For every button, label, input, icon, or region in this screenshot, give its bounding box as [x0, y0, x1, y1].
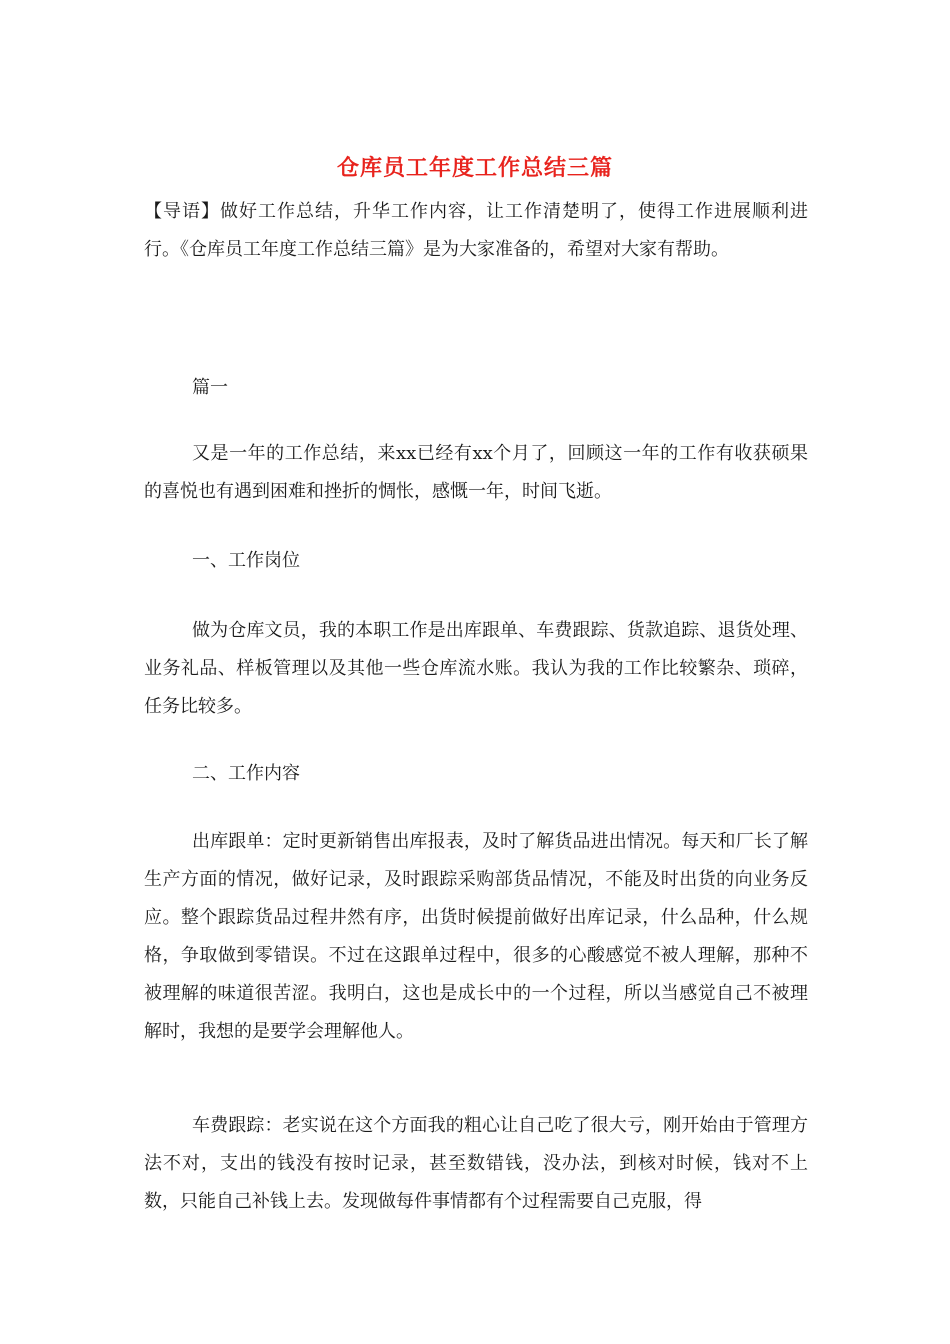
- paragraph-3: 出库跟单：定时更新销售出库报表，及时了解货品进出情况。每天和厂长了解生产方面的情况，做好记录，及时跟踪采购部货品情况，不能及时出货的向业务反应。整个跟踪货品过程井然有序，出货时候提前做好出库记录，什么品种，什么规格，争取做到零错误。不过在这跟单过程中，很多的心酸感觉不被人理解，那种不被理解的味道很苦涩。我明白，这也是成长中的一个过程，所以当感觉自己不被理解时，我想的是要学会理解他人。: [144, 831, 808, 1042]
- section-label: 篇一: [192, 377, 228, 398]
- paragraph-1: 又是一年的工作总结，来xx已经有xx个月了，回顾这一年的工作有收获硕果的喜悦也有遇到困难和挫折的惆怅，感慨一年，时间飞逝。: [144, 443, 808, 502]
- paragraph-4: 车费跟踪：老实说在这个方面我的粗心让自己吃了很大亏，刚开始由于管理方法不对，支出的钱没有按时记录，甚至数错钱，没办法，到核对时候，钱对不上数，只能自己补钱上去。发现做每件事情都有个过程需要自己克服，得: [144, 1115, 808, 1212]
- paragraph-2: 做为仓库文员，我的本职工作是出库跟单、车费跟踪、货款追踪、退货处理、业务礼品、样板管理以及其他一些仓库流水账。我认为我的工作比较繁杂、琐碎，任务比较多。: [144, 620, 808, 717]
- heading-work-content: 二、工作内容: [192, 763, 300, 784]
- intro-paragraph: 【导语】做好工作总结，升华工作内容，让工作清楚明了，使得工作进展顺利进行。《仓库员工年度工作总结三篇》是为大家准备的，希望对大家有帮助。: [144, 201, 808, 260]
- document-title: 仓库员工年度工作总结三篇: [336, 155, 613, 181]
- heading-work-position: 一、工作岗位: [192, 550, 300, 571]
